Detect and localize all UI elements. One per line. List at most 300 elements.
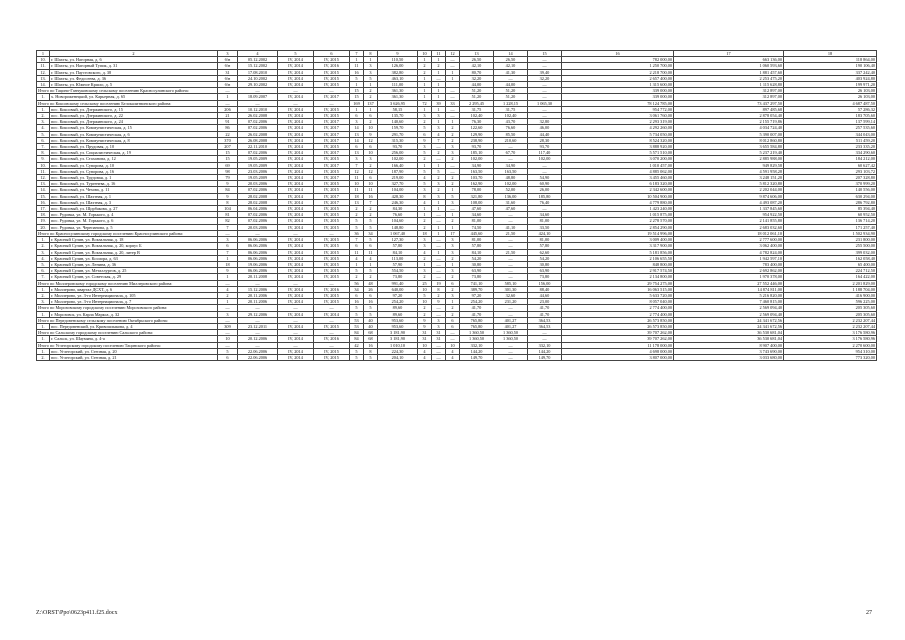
table-cell: 2 878 054,40 xyxy=(674,113,784,119)
table-cell: 19.05.2009 xyxy=(238,156,278,162)
table-cell: 1. xyxy=(37,106,50,112)
table-row xyxy=(37,354,877,360)
table-cell: IV, 2015 xyxy=(314,261,350,267)
table-cell: — xyxy=(278,330,314,336)
table-cell: 1 xyxy=(446,212,460,218)
table-cell: — xyxy=(446,336,460,342)
column-number: 9 xyxy=(378,51,418,57)
table-cell: 162,90 xyxy=(460,181,494,187)
table-cell: 428,30 xyxy=(378,193,418,199)
table-cell: — xyxy=(494,243,528,249)
table-cell: 137 xyxy=(364,100,378,106)
table-cell: 4. xyxy=(37,255,50,261)
table-cell: 5 xyxy=(364,311,378,317)
table-cell: — xyxy=(494,237,528,243)
table-cell: 5 xyxy=(350,348,364,354)
table-cell: 5 xyxy=(350,218,364,224)
table-cell: 6 xyxy=(218,243,238,249)
table-cell: 58,15 xyxy=(378,106,418,112)
address-cell: пос. Рудовка, ул. М. Горького, д. 6 xyxy=(50,218,218,224)
table-cell: 41,10 xyxy=(494,224,528,230)
table-cell: 5 xyxy=(364,218,378,224)
address-cell: пос. Коксовый, ул. Тургенева, д. 16 xyxy=(50,181,218,187)
table-cell: 2 xyxy=(418,274,432,280)
table-cell: 3 626,95 xyxy=(378,100,418,106)
table-cell: — xyxy=(494,268,528,274)
table-cell: 2 xyxy=(418,305,432,311)
column-number: 11 xyxy=(432,51,446,57)
table-cell: 11 xyxy=(364,187,378,193)
table-cell: 22.06.2006 xyxy=(238,348,278,354)
column-number: 2 xyxy=(50,51,218,57)
table-cell: 2 xyxy=(432,150,446,156)
table-cell: 1 xyxy=(418,261,432,267)
table-cell: 20.11.2008 xyxy=(238,274,278,280)
table-cell: 6 183 320,00 xyxy=(562,181,674,187)
table-cell: 84 xyxy=(350,336,364,342)
table-cell: — xyxy=(528,106,562,112)
table-cell: 233 335,20 xyxy=(784,144,877,150)
table-cell: — xyxy=(528,330,562,336)
table-cell: 74,50 xyxy=(460,224,494,230)
table-cell: 1 010,10 xyxy=(378,342,418,348)
table-cell: 36 530 681,04 xyxy=(674,330,784,336)
table-cell: 2 xyxy=(418,156,432,162)
table-cell: 06.06.2006 xyxy=(238,249,278,255)
table-cell: 57,90 xyxy=(378,261,418,267)
table-cell: 43,70 xyxy=(494,119,528,125)
address-cell: пос. Рудовка, ул. Черепанова, д. 5 xyxy=(50,224,218,230)
table-cell: 2 xyxy=(446,218,460,224)
table-cell: 5 xyxy=(446,193,460,199)
address-cell: пос. Передовенский, ул. Кривошлыкова, д. 4 xyxy=(50,323,218,329)
table-cell: 3 176 580,96 xyxy=(784,330,877,336)
table-cell: 185,80 xyxy=(528,193,562,199)
table-cell: 782 000,00 xyxy=(562,57,674,63)
table-cell: 34 xyxy=(350,286,364,292)
table-cell: IV, 2014 xyxy=(278,156,314,162)
table-cell: 14 xyxy=(350,125,364,131)
table-cell: 29 754 275,00 xyxy=(562,280,674,286)
table-cell: 1 xyxy=(432,57,446,63)
table-cell: — xyxy=(432,156,446,162)
table-cell: — xyxy=(314,305,350,311)
table-cell: 103,70 xyxy=(460,175,494,181)
column-number: 12 xyxy=(446,51,460,57)
table-cell: 2 692 862,00 xyxy=(674,268,784,274)
table-cell: 3 xyxy=(446,150,460,156)
table-cell: 79 xyxy=(218,175,238,181)
table-cell: 1 010 457,00 xyxy=(562,162,674,168)
table-cell: 24 341 672,56 xyxy=(674,323,784,329)
table-cell: 4 xyxy=(418,348,432,354)
table-cell: — xyxy=(314,230,350,236)
table-cell: 18. xyxy=(37,212,50,218)
table-cell: 207 xyxy=(218,144,238,150)
table-cell: 1 067,40 xyxy=(378,230,418,236)
table-cell: 06.04.2006 xyxy=(238,206,278,212)
table-cell: 1 xyxy=(432,206,446,212)
table-cell: IV, 2015 xyxy=(314,69,350,75)
table-cell: 3 xyxy=(432,193,446,199)
table-cell: 19 514 996,00 xyxy=(562,230,674,236)
table-cell: 6 xyxy=(364,292,378,298)
table-cell: 9 xyxy=(432,299,446,305)
table-cell: 401,27 xyxy=(494,323,528,329)
table-cell: 5 237 219,40 xyxy=(674,150,784,156)
table-cell: — xyxy=(528,162,562,168)
table-cell: — xyxy=(218,230,238,236)
table-cell: 2 xyxy=(350,206,364,212)
address-cell: г. Красный Сулин, ул. Советская, д. 29 xyxy=(50,274,218,280)
table-body xyxy=(37,51,877,361)
table-cell: 2 xyxy=(364,212,378,218)
table-cell: IV, 2014 xyxy=(278,348,314,354)
table-cell: 6 xyxy=(350,113,364,119)
table-cell: 3 xyxy=(446,243,460,249)
table-cell: 1 xyxy=(418,82,432,88)
table-cell: 1 360,50 xyxy=(494,330,528,336)
table-cell: IV, 2015 xyxy=(314,292,350,298)
table-cell: 31,75 xyxy=(460,106,494,112)
table-cell: 1 502 934,90 xyxy=(784,230,877,236)
table-cell: 3 xyxy=(364,156,378,162)
table-cell: 18 xyxy=(418,230,432,236)
table-cell: 2 xyxy=(218,292,238,298)
table-cell: 254,20 xyxy=(378,299,418,305)
table-cell: 2 xyxy=(418,69,432,75)
table-cell: 21,50 xyxy=(494,249,528,255)
table-cell: 2 569 094,40 xyxy=(674,311,784,317)
table-cell: 2 xyxy=(432,175,446,181)
table-cell: 7 xyxy=(364,199,378,205)
table-cell: 344 043,00 xyxy=(784,131,877,137)
table-cell: 1 xyxy=(432,249,446,255)
table-cell: 1 xyxy=(446,75,460,81)
table-cell: 2 683 032,60 xyxy=(674,224,784,230)
table-cell: — xyxy=(528,113,562,119)
table-cell: 6. xyxy=(37,268,50,274)
table-cell: 31,75 xyxy=(494,106,528,112)
table-cell: — xyxy=(218,280,238,286)
subtotal-label: Итого по Тацино-Ганчуковскому сельскому поселению Красносулинского района: xyxy=(37,88,218,94)
table-cell: IV, 2015 xyxy=(314,348,350,354)
table-cell: 113,00 xyxy=(378,255,418,261)
table-cell: IV, 2016 xyxy=(314,63,350,69)
table-cell: 8 xyxy=(218,199,238,205)
table-cell: 4 591 958,28 xyxy=(674,168,784,174)
table-cell: 4 493 087,20 xyxy=(674,199,784,205)
table-cell: 21,50 xyxy=(494,230,528,236)
table-cell: 20.12.2006 xyxy=(238,336,278,342)
table-cell: 5. xyxy=(37,131,50,137)
table-cell: 4 885 062,00 xyxy=(562,168,674,174)
table-cell: IV, 2014 xyxy=(278,206,314,212)
table-cell: 63,90 xyxy=(528,268,562,274)
table-cell: — xyxy=(314,280,350,286)
table-cell: 364,53 xyxy=(528,323,562,329)
table-cell: 6 xyxy=(364,243,378,249)
table-cell: 205 305,60 xyxy=(784,305,877,311)
table-cell: 1 315 600,00 xyxy=(562,82,674,88)
address-cell: пос. Коксовый, ул. Коммунистическая, д. 15 xyxy=(50,125,218,131)
table-cell: 1 228,15 xyxy=(494,100,528,106)
table-cell: 26,50 xyxy=(494,57,528,63)
table-cell: 34,60 xyxy=(460,212,494,218)
table-cell: 84,10 xyxy=(460,249,494,255)
table-cell: — xyxy=(218,317,238,323)
table-cell: IV, 2014 xyxy=(278,168,314,174)
address-cell: пос. Коксовый, ул. Прудовая, д. 10 xyxy=(50,144,218,150)
table-cell: 104,00 xyxy=(378,187,418,193)
table-cell: IV, 2015 xyxy=(314,323,350,329)
table-cell: 13 xyxy=(350,199,364,205)
table-cell: 48 xyxy=(364,280,378,286)
table-cell: 40 xyxy=(364,323,378,329)
table-cell: 20.03.2006 xyxy=(238,181,278,187)
table-cell: 205 305,60 xyxy=(784,311,877,317)
table-cell: 9 xyxy=(218,193,238,199)
table-cell: 52,00 xyxy=(494,187,528,193)
table-cell: 31,60 xyxy=(494,199,528,205)
table-cell: 2 774 400,00 xyxy=(562,311,674,317)
table-cell: 31 xyxy=(418,330,432,336)
address-cell: пос. Коксовый, ул. Суворова, д. 10 xyxy=(50,162,218,168)
table-cell: 60 952,50 xyxy=(784,212,877,218)
table-cell: — xyxy=(446,57,460,63)
table-cell: 2 202 044,00 xyxy=(674,187,784,193)
table-cell: 1 xyxy=(432,69,446,75)
table-cell: 1 xyxy=(432,230,446,236)
table-cell: 954 772,00 xyxy=(562,106,674,112)
table-cell: IV, 2014 xyxy=(278,181,314,187)
table-cell: 5 xyxy=(350,224,364,230)
address-cell: пос. Коксовый, ул. Щорбакова, д. 27 xyxy=(50,206,218,212)
table-cell: 238,90 xyxy=(460,137,494,143)
table-cell: 8. xyxy=(37,150,50,156)
table-cell: 24.10.2002 xyxy=(238,75,278,81)
table-cell: — xyxy=(494,212,528,218)
table-cell: 12. xyxy=(37,69,50,75)
table-cell: 5 571 510,00 xyxy=(562,150,674,156)
table-cell: 33 xyxy=(446,100,460,106)
table-cell: 2. xyxy=(37,354,50,360)
table-cell: 3 xyxy=(418,268,432,274)
table-cell: — xyxy=(494,348,528,354)
table-cell: 361,30 xyxy=(378,94,418,100)
table-cell: 1 xyxy=(218,299,238,305)
table-cell: 3 xyxy=(432,181,446,187)
table-cell: 463,10 xyxy=(378,75,418,81)
table-cell: 62,60 xyxy=(528,249,562,255)
column-number: 10 xyxy=(418,51,432,57)
table-cell: 144,20 xyxy=(460,348,494,354)
table-cell: 34,90 xyxy=(494,162,528,168)
address-cell: пос. Коксовый, ул. Шахтная, д. 1 xyxy=(50,193,218,199)
table-cell: IV, 2014 xyxy=(278,237,314,243)
address-cell: г. Миллерово, ул. 3-го Интернационала, д. 105 xyxy=(50,292,218,298)
table-cell: 118 864,00 xyxy=(784,57,877,63)
table-cell: 11 xyxy=(350,63,364,69)
table-cell: IV, 2016 xyxy=(314,336,350,342)
table-cell: 9 xyxy=(218,181,238,187)
table-cell: 26.08.2008 xyxy=(238,137,278,143)
table-cell: 1. xyxy=(37,94,50,100)
table-cell: 765,80 xyxy=(460,317,494,323)
address-cell: г. Красный Сулин, ул. Вокзальная, д. 18 xyxy=(50,237,218,243)
table-cell: IV, 2015 xyxy=(314,243,350,249)
address-cell: г. Красный Сулин, ул. Вокзальная, д. 20, литер В xyxy=(50,249,218,255)
table-cell: 104,60 xyxy=(378,218,418,224)
address-cell: пос. Коксовый, ул. Коммунистическая, д. 6 xyxy=(50,131,218,137)
table-cell: 10 xyxy=(446,342,460,348)
table-cell: IV, 2014 xyxy=(278,82,314,88)
table-cell: 36 530 681,04 xyxy=(674,336,784,342)
table-cell: 15 xyxy=(218,150,238,156)
address-cell: пос. Коксовый, ул. Суворова, д. 16 xyxy=(50,168,218,174)
table-cell: 6 xyxy=(350,144,364,150)
table-cell: 2 342 600,00 xyxy=(562,187,674,193)
table-cell: 1 xyxy=(432,82,446,88)
table-cell: 1 xyxy=(364,82,378,88)
table-cell: 2 885 988,00 xyxy=(674,156,784,162)
table-cell: 57,80 xyxy=(378,243,418,249)
table-cell: 8 907 400,00 xyxy=(674,342,784,348)
table-cell: 3 807 000,00 xyxy=(562,354,674,360)
table-cell: 3. xyxy=(37,249,50,255)
table-cell: — xyxy=(278,100,314,106)
table-cell: IV, 2014 xyxy=(278,63,314,69)
table-cell: — xyxy=(432,354,446,360)
table-cell: 3 xyxy=(432,323,446,329)
table-cell: 5 xyxy=(364,75,378,81)
table-cell: IV, 2014 xyxy=(278,286,314,292)
table-cell: IV, 2017 xyxy=(314,150,350,156)
table-cell: 68 xyxy=(364,330,378,336)
subtotal-label: Итого по Миллеровскому городскому поселению Миллеровского района: xyxy=(37,280,218,286)
table-cell: 98 xyxy=(218,168,238,174)
table-cell: 39 xyxy=(432,100,446,106)
table-cell: 33,50 xyxy=(528,224,562,230)
table-cell: 1 xyxy=(350,57,364,63)
table-cell: б/н xyxy=(218,82,238,88)
table-cell: 5 xyxy=(218,348,238,354)
table-cell: 185,10 xyxy=(460,150,494,156)
table-cell: 4 xyxy=(418,175,432,181)
column-number: 15 xyxy=(528,51,562,57)
table-cell: — xyxy=(432,237,446,243)
table-cell: 1. xyxy=(37,237,50,243)
table-cell: 102,00 xyxy=(494,181,528,187)
table-cell: 93,70 xyxy=(528,144,562,150)
table-cell: — xyxy=(528,82,562,88)
table-cell: 190 106,40 xyxy=(784,63,877,69)
table-cell: 2 569 094,40 xyxy=(674,305,784,311)
table-cell: 783 400,00 xyxy=(674,261,784,267)
table-cell: 30,80 xyxy=(460,261,494,267)
table-cell: 47,60 xyxy=(460,206,494,212)
table-cell: 84,10 xyxy=(378,249,418,255)
table-cell: 122,60 xyxy=(460,125,494,131)
table-cell: 149,70 xyxy=(460,354,494,360)
table-cell: 22.06.2006 xyxy=(238,354,278,360)
table-cell: 14. xyxy=(37,82,50,88)
table-cell: 73,80 xyxy=(378,274,418,280)
table-cell: б/н xyxy=(218,75,238,81)
table-cell: 10 504 900,00 xyxy=(562,193,674,199)
table-cell: 6 xyxy=(350,292,364,298)
table-cell: 102,40 xyxy=(460,113,494,119)
table-cell: 2 106 655,50 xyxy=(562,255,674,261)
table-cell: 26,00 xyxy=(528,187,562,193)
table-cell: 5 xyxy=(418,150,432,156)
address-cell: г. Морозовск, ул. Карла Маркса, д. 32 xyxy=(50,311,218,317)
table-cell: 10. xyxy=(37,162,50,168)
table-cell: 399 032,00 xyxy=(784,249,877,255)
table-cell: 370 xyxy=(218,137,238,143)
table-cell: 85,50 xyxy=(494,131,528,137)
table-cell: 2 xyxy=(446,274,460,280)
table-cell: 2 xyxy=(446,181,460,187)
table-cell: 5 xyxy=(364,224,378,230)
table-cell: 7 xyxy=(218,224,238,230)
table-cell: 7. xyxy=(37,274,50,280)
table-cell: 1 xyxy=(350,261,364,267)
table-cell: 6 xyxy=(364,144,378,150)
table-cell: 3 033 680,00 xyxy=(674,354,784,360)
table-cell: 1 xyxy=(418,94,432,100)
table-cell: 27 552 446,00 xyxy=(674,280,784,286)
table-cell: 9 xyxy=(364,131,378,137)
table-cell: 445,60 xyxy=(460,230,494,236)
table-cell: 56 xyxy=(350,280,364,286)
table-cell: 5 xyxy=(418,181,432,187)
table-cell: IV, 2015 xyxy=(314,113,350,119)
table-cell: IV, 2014 xyxy=(278,69,314,75)
table-cell: 991,40 xyxy=(378,280,418,286)
table-cell: 81 xyxy=(218,212,238,218)
table-cell: 15 xyxy=(350,94,364,100)
subtotal-label: Итого по Морозовскому городскому поселению Морозовского района: xyxy=(37,305,218,311)
table-cell: 16 xyxy=(364,342,378,348)
table-cell: 10.12.2010 xyxy=(238,106,278,112)
table-cell: 19 xyxy=(432,280,446,286)
table-cell: 954 310,00 xyxy=(784,348,877,354)
table-cell: 07.02.2006 xyxy=(238,218,278,224)
column-number: 7 xyxy=(350,51,364,57)
table-cell: 54,20 xyxy=(528,255,562,261)
table-cell: 231 800,00 xyxy=(784,237,877,243)
table-cell: IV, 2015 xyxy=(314,206,350,212)
table-cell: 3 455 460,00 xyxy=(562,175,674,181)
table-cell: 102,00 xyxy=(378,156,418,162)
table-cell: 15.12.2002 xyxy=(238,63,278,69)
table-cell: IV, 2015 xyxy=(314,224,350,230)
table-cell: 129,90 xyxy=(460,131,494,137)
table-cell: 29.10.2002 xyxy=(238,82,278,88)
table-cell: 339 000,00 xyxy=(562,88,674,94)
table-cell: 44,00 xyxy=(494,82,528,88)
table-cell: IV, 2016 xyxy=(314,286,350,292)
table-cell: 63,90 xyxy=(460,268,494,274)
table-cell: 224,30 xyxy=(378,348,418,354)
table-cell: 2 xyxy=(418,218,432,224)
table-cell: 4 xyxy=(432,131,446,137)
table-cell: — xyxy=(432,212,446,218)
table-cell: 3 xyxy=(446,292,460,298)
table-cell: IV, 2014 xyxy=(278,144,314,150)
table-cell: 5 181 856,00 xyxy=(562,249,674,255)
